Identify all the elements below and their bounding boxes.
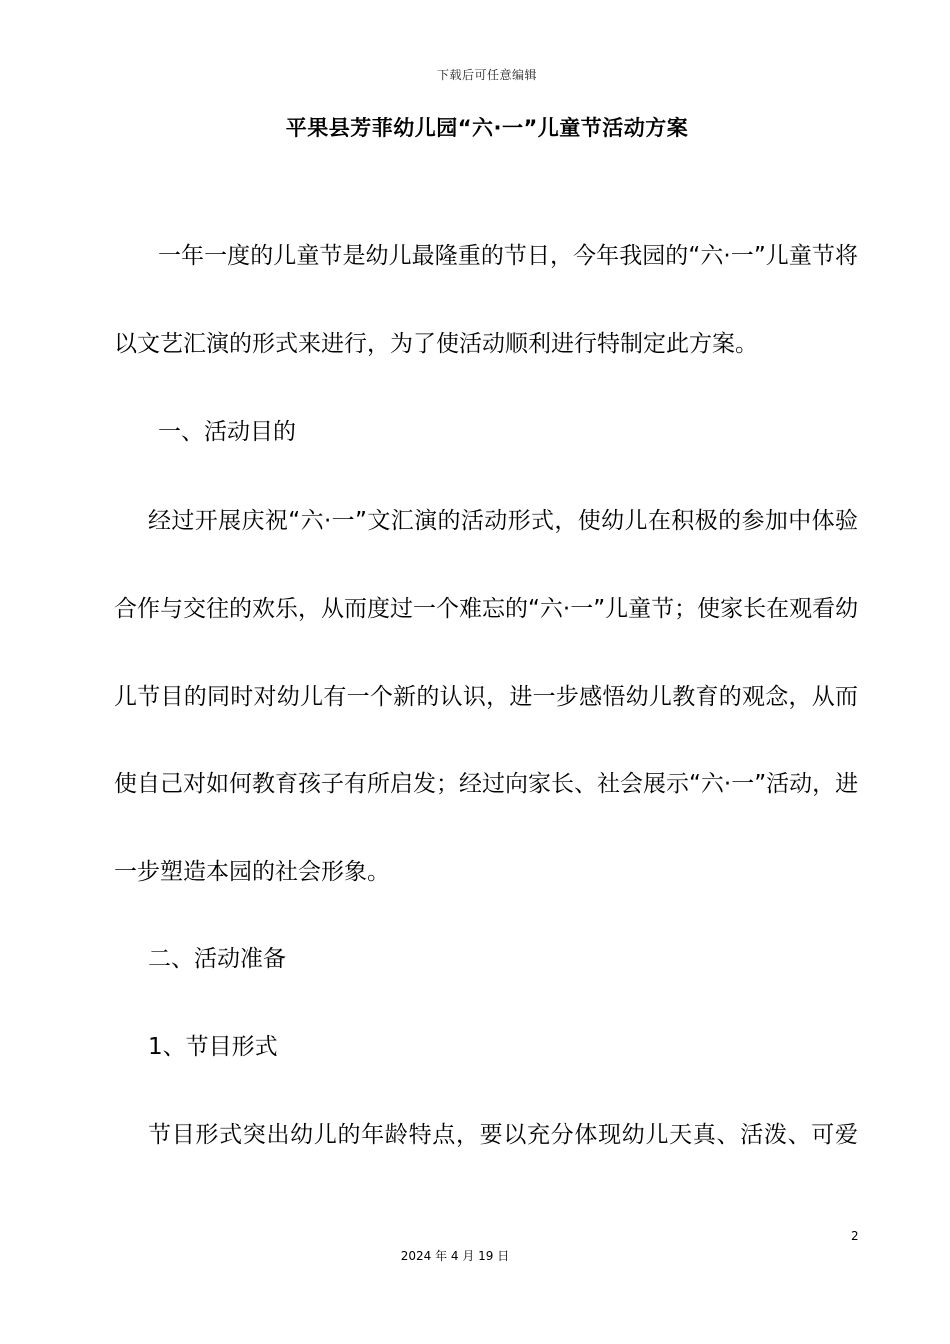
- paragraph-line: 节目形式突出幼儿的年龄特点，要以充分体现幼儿天真、活泼、可爱: [148, 1122, 858, 1148]
- paragraph-line: 以文艺汇演的形式来进行，为了使活动顺利进行特制定此方案。: [114, 331, 758, 357]
- paragraph-line: 使自己对如何教育孩子有所启发；经过向家长、社会展示“六·一”活动，进: [114, 771, 859, 797]
- paragraph-line: 一年一度的儿童节是幼儿最隆重的节日，今年我园的“六·一”儿童节将: [158, 243, 858, 269]
- paragraph-line: 经过开展庆祝“六·一”文汇演的活动形式，使幼儿在积极的参加中体验: [148, 508, 858, 534]
- paragraph-line: 一步塑造本园的社会形象。: [114, 859, 390, 885]
- section-heading: 一、活动目的: [158, 419, 296, 445]
- paragraph-line: 儿节目的同时对幼儿有一个新的认识，进一步感悟幼儿教育的观念，从而: [114, 684, 858, 710]
- document-title: 平果县芳菲幼儿园“六·一”儿童节活动方案: [285, 116, 689, 140]
- subsection-heading: 1、节目形式: [148, 1034, 278, 1060]
- page-number: 2: [851, 1229, 859, 1243]
- header-note: 下载后可任意编辑: [436, 68, 537, 82]
- paragraph-line: 合作与交往的欢乐，从而度过一个难忘的“六·一”儿童节；使家长在观看幼: [114, 596, 859, 622]
- section-heading: 二、活动准备: [148, 946, 286, 972]
- footer-date: 2024 年 4 月 19 日: [400, 1249, 510, 1263]
